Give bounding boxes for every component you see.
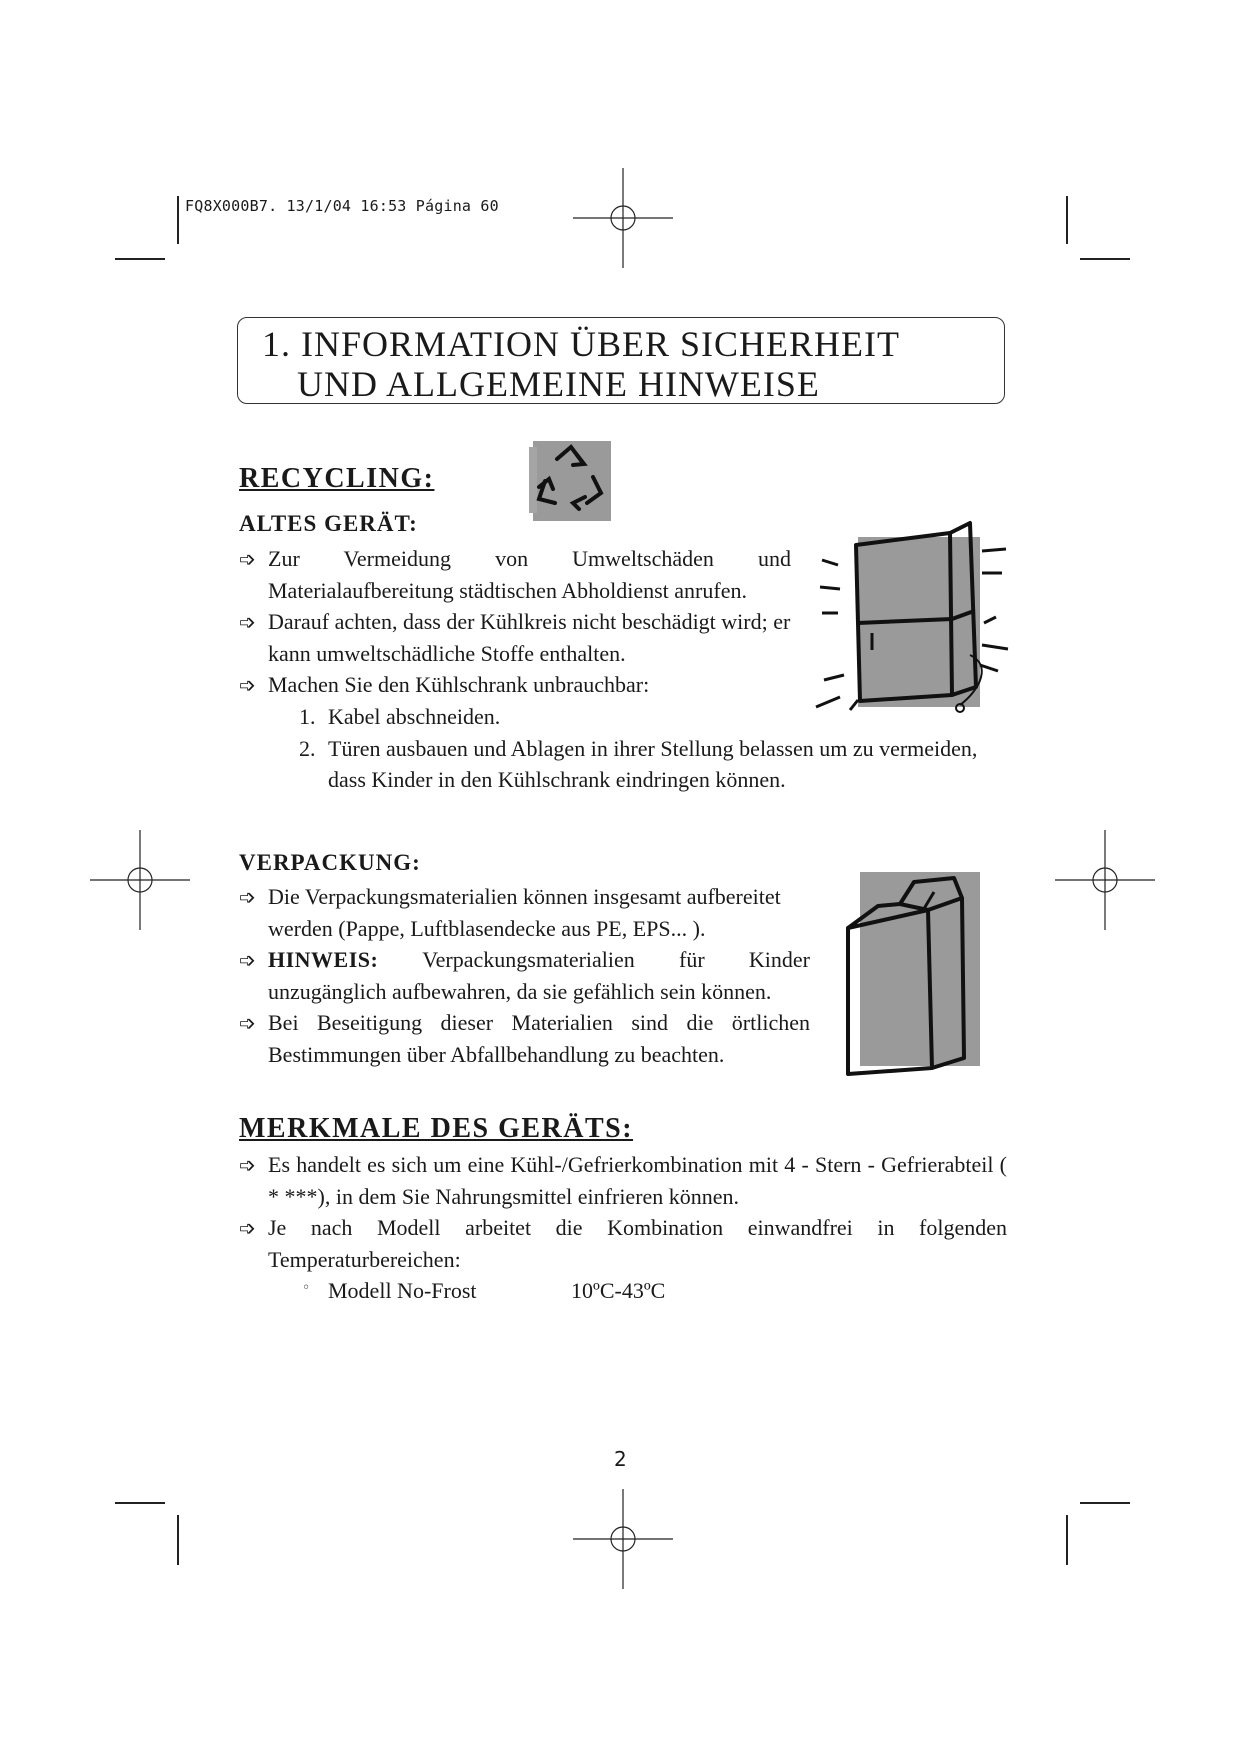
altes-geraet-heading: ALTES GERÄT: xyxy=(239,511,418,536)
list-item: ➩ HINWEIS: Verpackungsmaterialien für Kinder unzugänglich aufbewahren, da sie gefählich sein können. xyxy=(239,947,810,1004)
arrow-right-icon: ➩ xyxy=(239,1153,256,1177)
arrow-right-icon: ➩ xyxy=(239,948,256,972)
crop-mark xyxy=(115,258,165,260)
registration-mark-icon xyxy=(573,1489,673,1589)
verpackung-heading: VERPACKUNG: xyxy=(239,850,421,875)
list-item: 2. Türen ausbauen und Ablagen in ihrer Stellung belassen um zu vermeiden, dass Kinder in den Kühlschrank eindringen können. xyxy=(299,735,978,792)
list-item: ➩ Darauf achten, dass der Kühlkreis nicht beschädigt wird; er kann umweltschädliche Stoffe enthalten. xyxy=(239,609,791,666)
list-item: ➩ Zur Vermeidung von Umweltschäden und Materialaufbereitung städtischen Abholdienst anrufen. xyxy=(239,546,791,603)
list-item: ➩ Die Verpackungsmaterialien können insgesamt aufbereitet werden (Pappe, Luftblasendecke aus PE, EPS... ). xyxy=(239,884,781,941)
arrow-right-icon: ➩ xyxy=(239,673,256,697)
box-illustration xyxy=(838,868,988,1080)
recycling-symbol-icon xyxy=(527,437,615,525)
list-item: ➩ Es handelt es sich um eine Kühl-/Gefrierkombination mit 4 - Stern - Gefrierabteil ( * ***), in dem Sie Nahrungsmittel einfrieren können. xyxy=(239,1152,1007,1209)
page-number: 2 xyxy=(614,1447,627,1471)
recycling-heading: RECYCLING: xyxy=(239,463,435,494)
hinweis-label: HINWEIS: xyxy=(268,947,379,972)
list-item: ➩ Bei Beseitigung dieser Materialien sind die örtlichen Bestimmungen über Abfallbehandlung zu beachten. xyxy=(239,1010,810,1067)
model-label: Modell No-Frost xyxy=(328,1278,477,1303)
crop-mark xyxy=(1066,1515,1068,1565)
crop-mark xyxy=(1080,1502,1130,1504)
arrow-right-icon: ➩ xyxy=(239,1216,256,1240)
merkmale-bullet-list xyxy=(239,1149,1007,1275)
arrow-right-icon: ➩ xyxy=(239,547,256,571)
fridge-illustration xyxy=(810,515,1010,720)
crop-mark xyxy=(177,196,179,244)
section-title-line1: 1. INFORMATION ÜBER SICHERHEIT xyxy=(262,324,901,364)
registration-mark-icon xyxy=(90,830,190,930)
arrow-right-icon: ➩ xyxy=(239,1011,256,1035)
section-title-line2: UND ALLGEMEINE HINWEISE xyxy=(297,364,820,404)
merkmale-heading: MERKMALE DES GERÄTS: xyxy=(239,1113,634,1144)
verpackung-bullet-list xyxy=(239,881,810,1070)
printer-slug: FQ8X000B7. 13/1/04 16:53 Página 60 xyxy=(185,197,499,215)
small-circle-bullet-icon: ◦ xyxy=(302,1280,311,1296)
list-item: ➩ Machen Sie den Kühlschrank unbrauchbar: xyxy=(239,669,791,701)
arrow-right-icon: ➩ xyxy=(239,610,256,634)
arrow-right-icon: ➩ xyxy=(239,885,256,909)
list-item: ➩ Je nach Modell arbeitet die Kombination einwandfrei in folgenden Temperaturbereichen: xyxy=(239,1215,1007,1272)
model-range: 10ºC-43ºC xyxy=(571,1278,666,1303)
crop-mark xyxy=(177,1515,179,1565)
list-item: 1. Kabel abschneiden. xyxy=(299,704,501,729)
crop-mark xyxy=(1066,196,1068,244)
section-title xyxy=(237,317,1005,404)
registration-mark-icon xyxy=(573,168,673,268)
crop-mark xyxy=(115,1502,165,1504)
registration-mark-icon xyxy=(1055,830,1155,930)
recycling-bullet-list xyxy=(239,543,791,701)
crop-mark xyxy=(1080,258,1130,260)
